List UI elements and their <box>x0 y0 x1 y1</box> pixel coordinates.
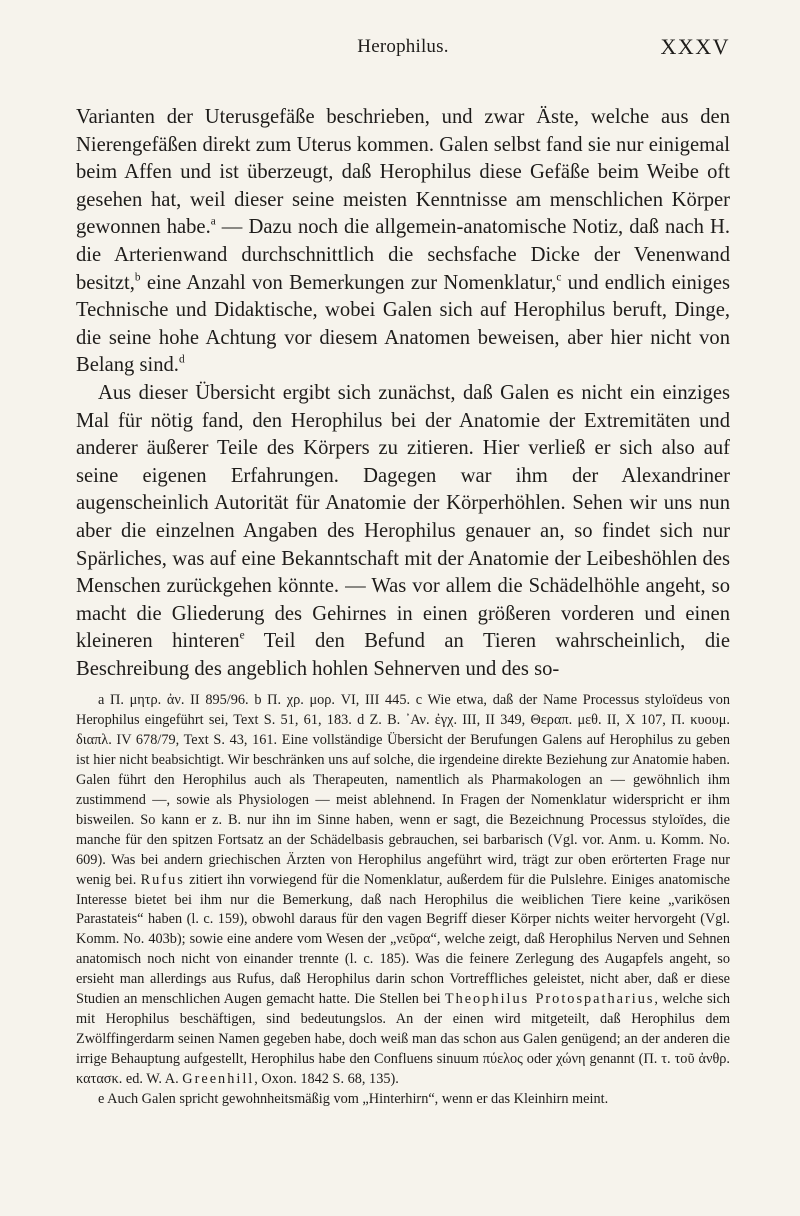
page-header <box>76 34 730 64</box>
text-run: eine Anzahl von Bemerkungen zur Nomenklatur, <box>140 271 557 294</box>
page-number: XXXV <box>660 34 730 59</box>
footnote-text: zitiert ihn vorwiegend für die Nomenklatur, außerdem für die Pulslehre. Einiges anatomische Interesse bietet bei ihm nur die Bemerkung, daß nach Herophilus die weiblichen Tiere keine „varikösen Parastateis“ haben (l. c. 159), obwohl daraus für den vagen Begriff dieser Körper nichts weiter hervorgeht (Vgl. Komm. No. 403b); sowie eine andere vom Wesen der „νεῦρα“, welche zeigt, daß Herophilus Nerven und Sehnen anatomisch noch nicht von einander trennte (l. c. 185). Was die feinere Zerlegung des Augapfels angeht, so ersieht man allerdings aus Rufus, daß Herophilus darin schon Vortreffliches geleistet, nicht aber, daß er diese Studien an menschlichen Augen gemacht hatte. Die Stellen bei <box>76 871 730 1008</box>
text-run: Teil den Befund an Tieren wahrscheinlich, die Beschreibung des angeblich hohlen Sehnerven und des so- <box>76 630 731 680</box>
paragraph-1 <box>76 104 730 380</box>
running-head: Herophilus. <box>357 36 449 57</box>
footnote-text: a Π. μητρ. ἀν. II 895/96. b Π. χρ. μορ. VI, III 445. c Wie etwa, daß der Name Processus styloïdeus von Herophilus eingeführt sei, Text S. 51, 61, 183. d Z. B. ᾿Αν. ἐγχ. III, II 349, Θεραπ. μεθ. II, X 107, Π. κυουμ. διαπλ. IV 678/79, Text S. 43, 161. Eine vollständige Übersicht der Berufungen Galens auf Herophilus zu geben ist hier nicht beabsichtigt. Wir beschränken uns auf solche, die irgendeine direkte Beziehung zur Anatomie haben. Galen führt den Herophilus auch als Therapeuten, namentlich als Pharmakologen an — gewöhnlich ihm zustimmend —, sowie als Physiologen — meist ablehnend. In Fragen der Nomenklatur widerspricht er ihm bisweilen. So kann er z. B. nur ihn im Sinne haben, wenn er sagt, die Bezeichnung Processus styloïdes, die manche für den spitzen Fortsatz an der Schädelbasis gebrauchen, sei barbarisch (Vgl. vor. Anm. u. Komm. No. 609). Was bei andern griechischen Ärzten von Herophilus angeführt wird, trägt zur oben erörterten Frage nur wenig bei. <box>76 692 730 888</box>
author-theophilus: Theophilus Protospatharius <box>444 991 655 1008</box>
footnote-text: , Oxon. 1842 S. 68, 135). <box>254 1070 399 1087</box>
paragraph-2 <box>76 380 730 684</box>
author-rufus: Rufus <box>140 871 185 888</box>
footnote-ref-e[interactable]: e <box>239 629 245 642</box>
footnote-text: , welche sich mit Herophilus beschäftigen, sind bedeutungslos. An der einen wird mitgeteilt, daß Herophilus dem Zwölffingerdarm seinen Namen gegeben habe, doch weiß man das schon aus Galen genügend; an der anderen die irrige Behauptung aufgestellt, Herophilus habe den Confluens sinuum πύελος oder χώνη genannt (Π. τ. τοῦ ἀνθρ. κατασκ. ed. W. A. <box>76 991 730 1087</box>
text-run: Aus dieser Übersicht ergibt sich zunächst, daß Galen es nicht ein einziges Mal für nötig fand, den Herophilus bei der Anatomie der Extremitäten und anderer äußerer Teile des Körpers zu zitieren. Hier verließ er sich also auf seine eigenen Erfahrungen. Dagegen war ihm der Alexandriner augenscheinlich Autorität für Anatomie der Körperhöhlen. Sehen wir uns nun aber die einzelnen Angaben des Herophilus genauer an, so findet sich nur Spärliches, was auf eine Bekanntschaft mit der Anatomie der Leibeshöhlen des Menschen zurückgehen könnte. — Was vor allem die Schädelhöhle angeht, so macht die Gliederung des Gehirnes in einen größeren vorderen und einen kleineren hinteren <box>76 381 730 653</box>
text-run: und endlich einiges Technische und Didaktische, wobei Galen sich auf Herophilus beruft, Dinge, die seine hohe Achtung vor diesem Anatomen beweisen, aber hier nicht von Belang sind. <box>76 271 730 377</box>
text-run: Varianten der Uterusgefäße beschrieben, und zwar Äste, welche aus den Nierengefäßen direkt zum Uterus kommen. Galen selbst fand sie nur einigemal beim Affen und ist überzeugt, daß Herophilus diese Gefäße beim Weibe oft gesehen hat, weil dieser seine meisten Kenntnisse am menschlichen Körper gewonnen habe. <box>76 106 730 239</box>
footnote-ref-d[interactable]: d <box>178 353 185 366</box>
text-run: — Dazu noch die allgemein-anatomische Notiz, daß nach H. die Arterienwand durchschnittlich die sechsfache Dicke der Venenwand besitzt, <box>76 216 730 294</box>
footnote-e: e Auch Galen spricht gewohnheitsmäßig vom „Hinterhirn“, wenn er das Kleinhirn meint. <box>98 1090 609 1107</box>
footnotes <box>76 691 730 1109</box>
main-text <box>76 104 730 683</box>
footnote-ref-a[interactable]: a <box>210 215 216 228</box>
footnote-block-a-d <box>76 691 730 1089</box>
footnote-ref-b[interactable]: b <box>134 271 141 284</box>
editor-greenhill: Greenhill <box>182 1070 255 1087</box>
footnote-ref-c[interactable]: c <box>556 271 562 284</box>
book-page <box>76 34 730 1194</box>
